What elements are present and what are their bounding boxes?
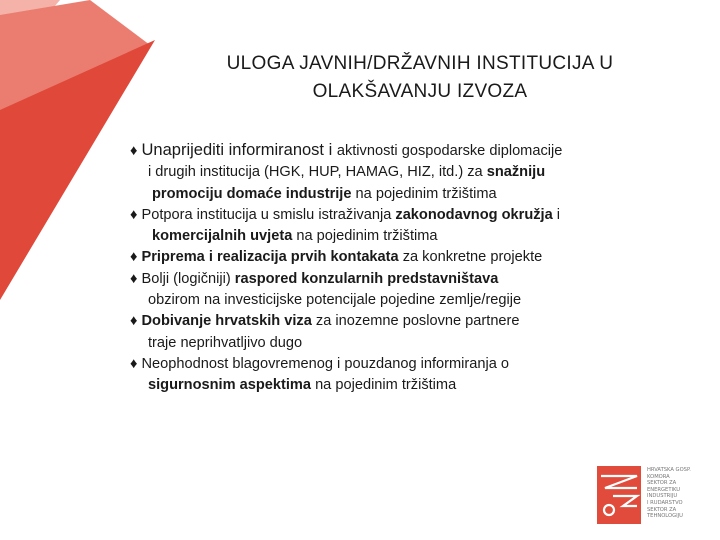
list-item: ♦ Bolji (logičniji) raspored konzularnih predstavništava	[130, 270, 499, 287]
diamond-bullet-icon: ♦	[130, 355, 138, 372]
list-item: ♦ Dobivanje hrvatskih viza za inozemne poslovne partnere	[130, 313, 520, 330]
list-item-continuation: komercijalnih uvjeta na pojedinim tržištima	[152, 228, 438, 245]
organization-logo	[597, 466, 697, 524]
list-item-continuation: traje neprihvatljivo dugo	[148, 334, 303, 351]
list-item-continuation: sigurnosnim aspektima na pojedinim tržištima	[148, 377, 457, 394]
diamond-bullet-icon: ♦	[130, 206, 138, 223]
bullet-list	[130, 140, 700, 397]
diamond-bullet-icon: ♦	[130, 270, 138, 287]
logo-text: HRVATSKA GOSP. KOMORA SEKTOR ZA ENERGETIKU INDUSTRIJU I RUDARSTVO SEKTOR ZA TEHNOLOGIJU	[647, 467, 691, 520]
list-item: ♦ Priprema i realizacija prvih kontakata za konkretne projekte	[130, 249, 543, 266]
list-item-continuation: promociju domaće industrije na pojedinim tržištima	[152, 185, 497, 202]
logo-mark-icon	[597, 466, 641, 524]
diamond-bullet-icon: ♦	[130, 143, 138, 159]
list-item-continuation: obzirom na investicijske potencijale pojedine zemlje/regije	[148, 292, 522, 309]
list-item-continuation: i drugih institucija (HGK, HUP, HAMAG, HIZ, itd.) za snažniju	[148, 164, 546, 181]
list-item: ♦ Neophodnost blagovremenog i pouzdanog informiranja o	[130, 355, 510, 372]
title-line-2: OLAKŠAVANJU IZVOZA	[312, 81, 528, 102]
list-item: ♦ Unaprijediti informiranost i aktivnosti gospodarske diplomacije	[130, 141, 563, 159]
title-line-1: ULOGA JAVNIH/DRŽAVNIH INSTITUCIJA U	[226, 53, 614, 74]
slide-title	[150, 50, 690, 106]
list-item: ♦ Potpora institucija u smislu istraživanja zakonodavnog okružja i	[130, 206, 560, 223]
diamond-bullet-icon: ♦	[130, 249, 138, 266]
diamond-bullet-icon: ♦	[130, 313, 138, 330]
